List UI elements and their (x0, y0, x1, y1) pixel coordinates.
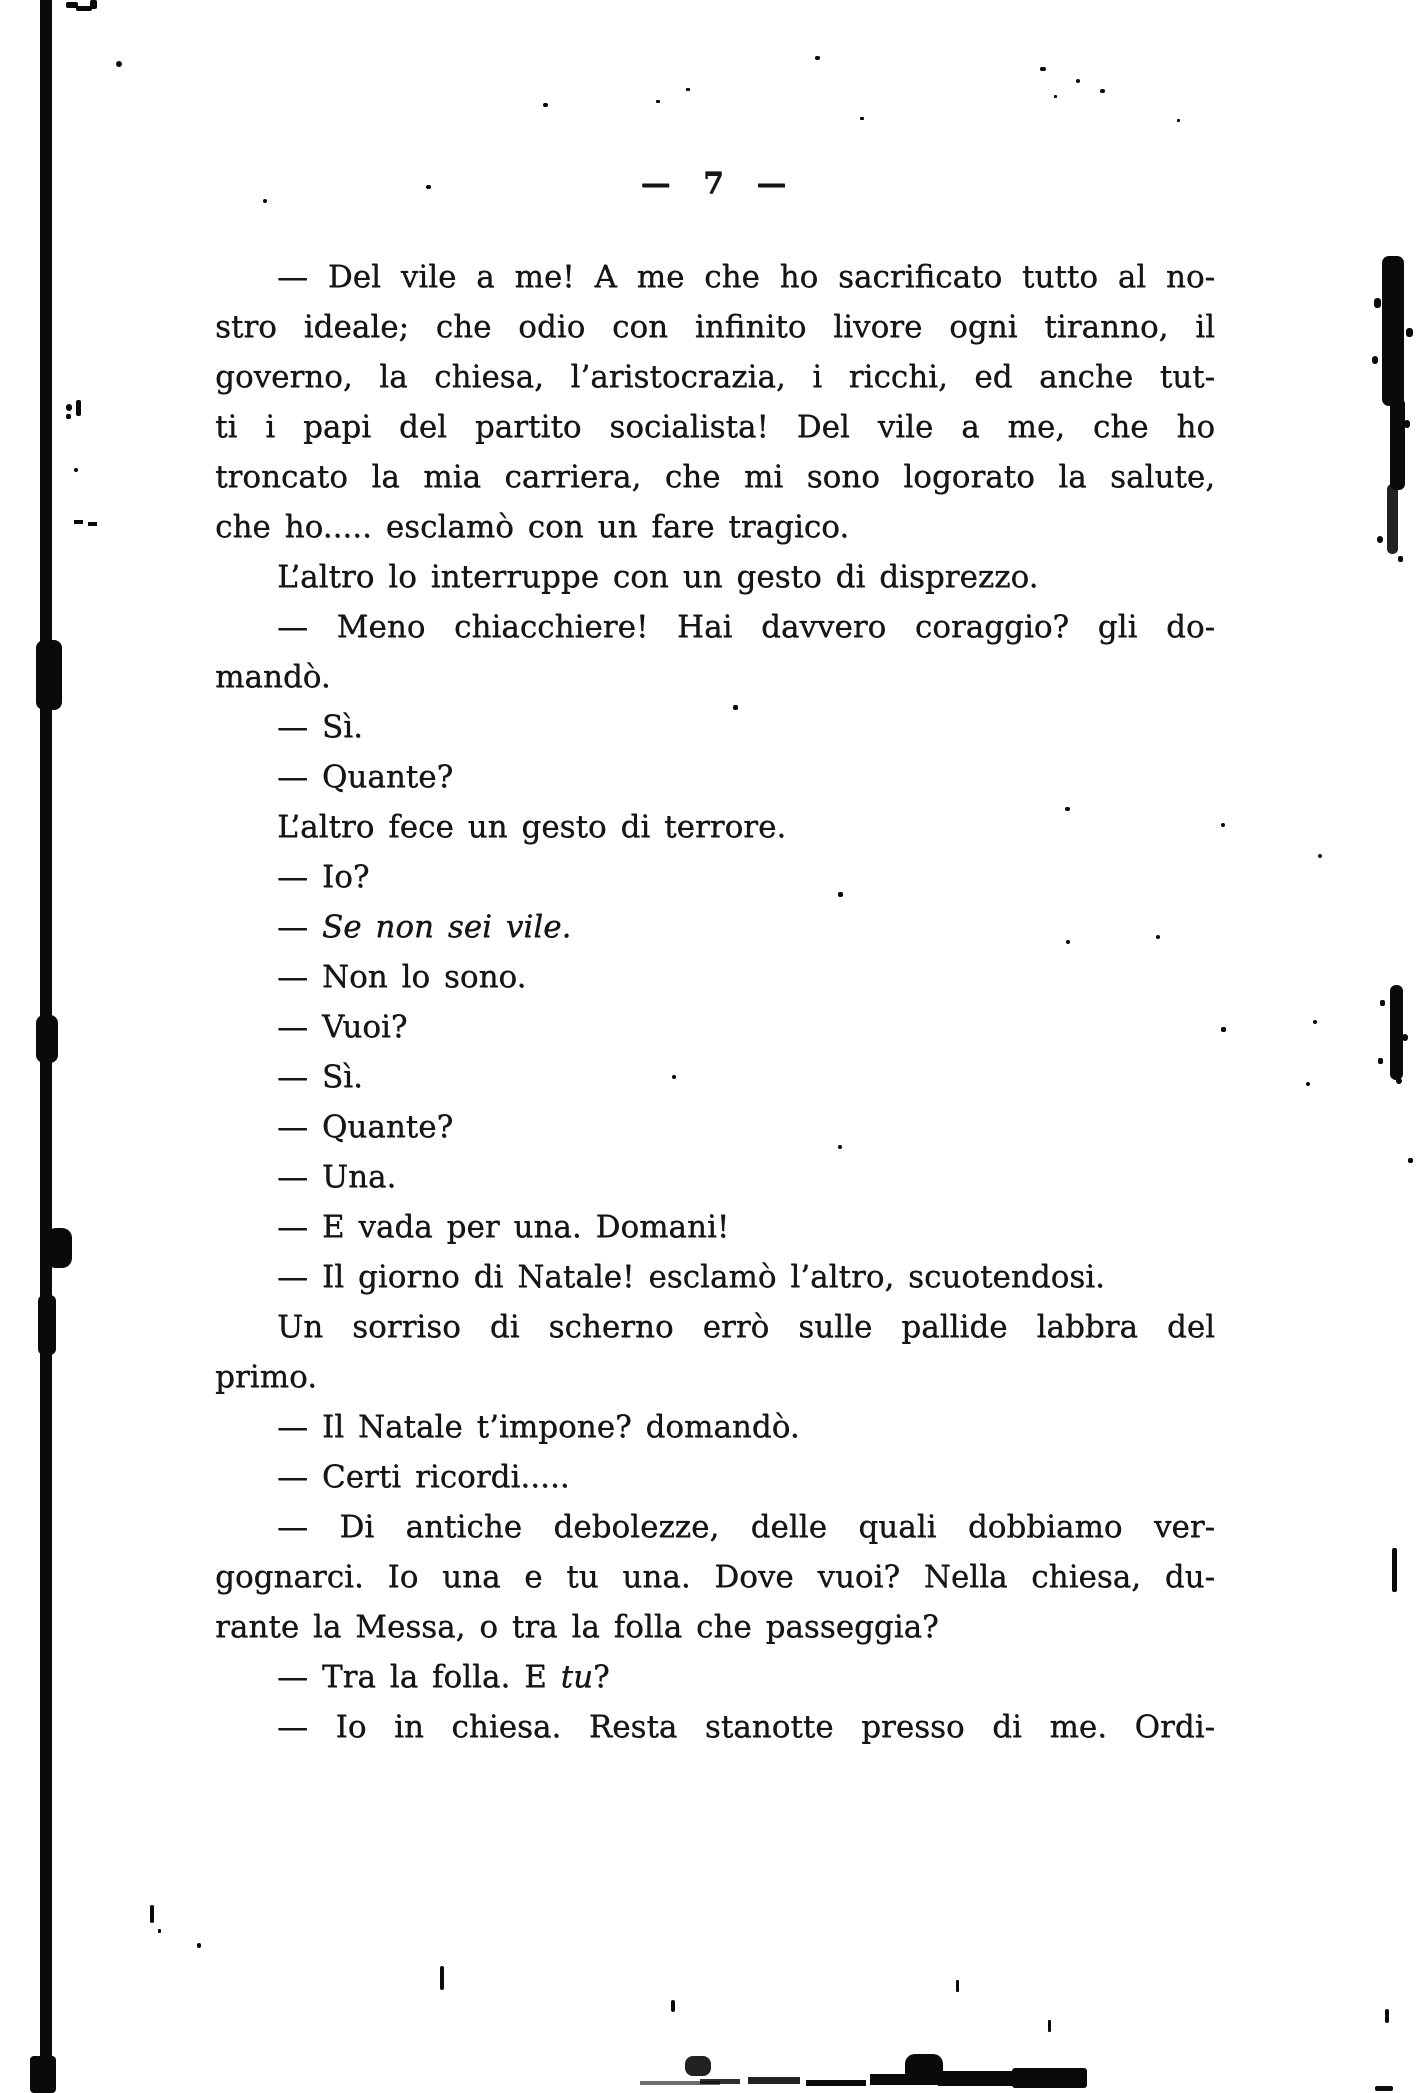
text-line (215, 1402, 1215, 1452)
ink-mark (36, 1015, 58, 1063)
text-segment: ti i papi del partito socialista! Del vile a me, che ho (215, 409, 1215, 445)
text-segment: — Sì. (277, 1059, 363, 1095)
text-line (215, 352, 1215, 402)
text-segment: che ho..... esclamò con un fare tragico. (215, 509, 850, 545)
text-line (215, 1002, 1215, 1052)
text-segment: — Quante? (277, 1109, 454, 1145)
ink-mark (1390, 398, 1405, 490)
text-line (215, 1702, 1215, 1752)
text-line (215, 1052, 1215, 1102)
ink-mark (838, 1145, 842, 1149)
text-segment: — Di antiche debolezze, delle quali dobbiamo ver- (277, 1509, 1215, 1545)
text-segment: troncato la mia carriera, che mi sono logorato la salute, (215, 459, 1215, 495)
ink-mark (1392, 1548, 1397, 1592)
ink-mark (66, 414, 71, 419)
ink-mark (1221, 1027, 1226, 1032)
text-line (215, 552, 1215, 602)
ink-mark (1375, 2086, 1393, 2091)
text-line (215, 1202, 1215, 1252)
ink-mark (1177, 119, 1180, 122)
text-segment: — Il giorno di Natale! esclamò l’altro, scuotendosi. (277, 1259, 1105, 1295)
text-segment: — Certi ricordi..... (277, 1459, 570, 1495)
ink-mark (426, 185, 431, 189)
text-line (215, 602, 1215, 652)
text-segment: L’altro lo interruppe con un gesto di disprezzo. (277, 559, 1039, 595)
text-segment-italic: tu (560, 1659, 594, 1695)
text-segment: gognarci. Io una e tu una. Dove vuoi? Nella chiesa, du- (215, 1559, 1215, 1595)
ink-mark (686, 88, 690, 91)
ink-mark (116, 61, 122, 67)
ink-mark (1306, 1082, 1310, 1086)
ink-mark (197, 1943, 201, 1948)
page-number: — 7 — (640, 166, 790, 201)
text-segment: — E vada per una. Domani! (277, 1209, 730, 1245)
ink-mark (1380, 1000, 1385, 1006)
ink-mark (1390, 985, 1403, 1080)
text-segment: primo. (215, 1359, 317, 1395)
ink-mark (1387, 484, 1398, 554)
ink-mark (1382, 256, 1404, 406)
text-line (215, 652, 1215, 702)
text-line (215, 1152, 1215, 1202)
text-segment: mandò. (215, 659, 331, 695)
ink-mark (1404, 420, 1410, 428)
text-line (215, 1452, 1215, 1502)
ink-mark (440, 1966, 444, 1990)
text-line (215, 852, 1215, 902)
ink-mark (90, 0, 97, 9)
ink-mark (543, 103, 548, 107)
ink-mark (1065, 807, 1070, 811)
text-line (215, 1602, 1215, 1652)
ink-mark (838, 892, 843, 897)
ink-mark (1378, 1058, 1383, 1064)
text-segment: — Io? (277, 859, 370, 895)
ink-mark (1156, 935, 1160, 939)
text-segment: — Quante? (277, 759, 454, 795)
ink-mark (956, 1980, 959, 1992)
ink-mark (806, 2080, 866, 2086)
ink-mark (1066, 940, 1070, 944)
text-segment: — Non lo sono. (277, 959, 527, 995)
ink-mark (1406, 328, 1413, 337)
text-line (215, 1502, 1215, 1552)
ink-mark (66, 404, 72, 411)
ink-mark (1012, 2068, 1087, 2088)
ink-mark (74, 520, 83, 524)
text-line (215, 902, 1215, 952)
ink-mark (733, 705, 738, 710)
text-line (215, 402, 1215, 452)
text-segment: — Sì. (277, 709, 363, 745)
text-line (215, 1302, 1215, 1352)
ink-mark (88, 522, 97, 526)
text-segment: — Vuoi? (277, 1009, 408, 1045)
ink-mark (36, 640, 62, 710)
ink-mark (700, 2079, 740, 2084)
text-segment: L’altro fece un gesto di terrore. (277, 809, 787, 845)
text-segment: — Io in chiesa. Resta stanotte presso di me. Ordi- (277, 1709, 1215, 1745)
ink-mark (1100, 89, 1105, 93)
ink-mark (46, 1228, 72, 1268)
ink-mark (158, 1929, 161, 1933)
ink-mark (1402, 1034, 1408, 1041)
ink-mark (1385, 2009, 1389, 2023)
text-segment: — Meno chiacchiere! Hai davvero coraggio? gli do- (277, 609, 1215, 645)
text-segment: ? (593, 1659, 610, 1695)
ink-mark (748, 2077, 800, 2084)
text-segment: — Del vile a me! A me che ho sacrificato tutto al no- (277, 259, 1215, 295)
text-line (215, 502, 1215, 552)
ink-mark (1398, 556, 1403, 562)
text-line (215, 1652, 1215, 1702)
ink-mark (1313, 1020, 1317, 1024)
ink-mark (860, 117, 864, 120)
page-text (215, 252, 1215, 1752)
ink-mark (815, 56, 820, 60)
ink-mark (74, 468, 78, 472)
ink-mark (1076, 79, 1080, 83)
text-segment: — Il Natale t’impone? domandò. (277, 1409, 800, 1445)
ink-mark (672, 1075, 676, 1079)
text-segment-italic: Se non sei vile. (321, 909, 572, 945)
ink-mark (1374, 298, 1381, 308)
ink-mark (1040, 67, 1046, 71)
text-line (215, 752, 1215, 802)
text-line (215, 1352, 1215, 1402)
text-segment: stro ideale; che odio con infinito livore ogni tiranno, il (215, 309, 1215, 345)
ink-mark (685, 2056, 711, 2076)
ink-mark (671, 2000, 675, 2012)
ink-mark (1408, 1158, 1413, 1163)
ink-mark (1054, 95, 1057, 98)
text-segment: — (277, 909, 322, 945)
ink-mark (30, 2056, 56, 2093)
text-line (215, 1102, 1215, 1152)
ink-mark (938, 2071, 1018, 2086)
text-segment: Un sorriso di scherno errò sulle pallide labbra del (277, 1309, 1215, 1345)
ink-mark (1396, 1078, 1402, 1084)
ink-mark (870, 2074, 940, 2085)
text-line (215, 252, 1215, 302)
ink-mark (1377, 536, 1383, 543)
text-line (215, 1552, 1215, 1602)
ink-mark (150, 1905, 154, 1923)
ink-mark (1318, 854, 1322, 858)
text-segment: governo, la chiesa, l’aristocrazia, i ricchi, ed anche tut- (215, 359, 1215, 395)
ink-mark (656, 100, 660, 103)
text-line (215, 302, 1215, 352)
text-line (215, 952, 1215, 1002)
text-segment: — Tra la folla. E (277, 1659, 561, 1695)
ink-mark (263, 199, 267, 203)
ink-mark (76, 400, 81, 416)
ink-mark (1221, 823, 1225, 827)
ink-mark (38, 1295, 56, 1355)
text-line (215, 702, 1215, 752)
text-line (215, 452, 1215, 502)
text-segment: rante la Messa, o tra la folla che passeggia? (215, 1609, 939, 1645)
text-line (215, 1252, 1215, 1302)
ink-mark (1372, 356, 1378, 364)
text-segment: — Una. (277, 1159, 397, 1195)
ink-mark (1048, 2020, 1051, 2032)
